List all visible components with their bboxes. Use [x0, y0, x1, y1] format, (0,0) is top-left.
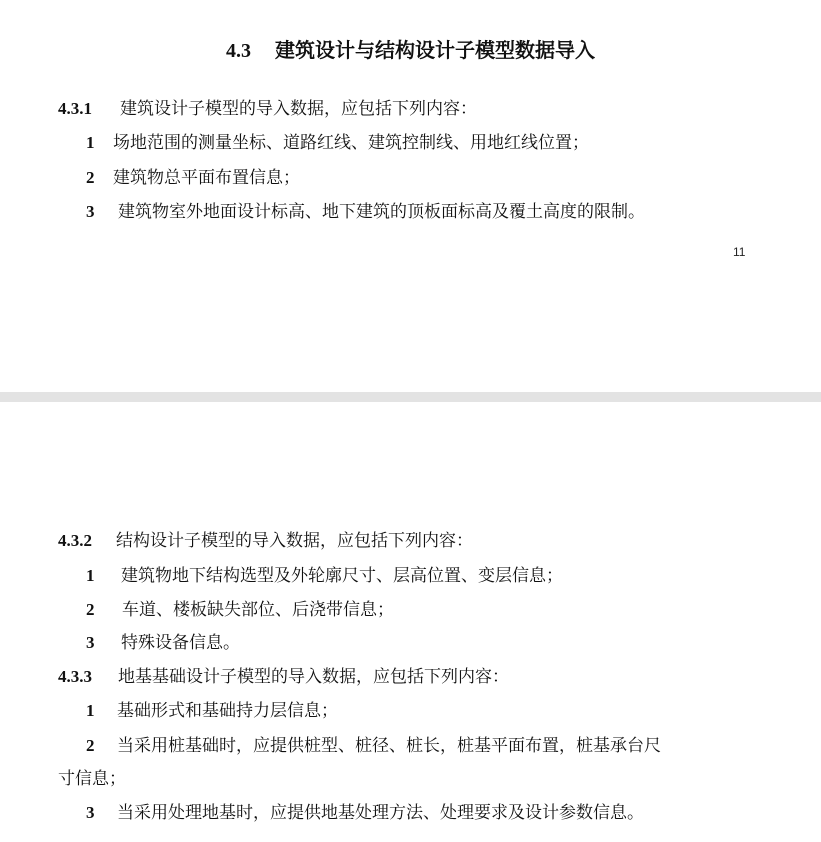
item-number: 1: [86, 566, 95, 585]
item-text: 车道、楼板缺失部位、后浇带信息；: [122, 600, 394, 619]
clause-text: 地基基础设计子模型的导入数据，应包括下列内容：: [118, 667, 509, 686]
section-heading: [0, 34, 821, 63]
item-text-continuation: 寸信息；: [58, 769, 126, 788]
clause-number: 4.3.1: [58, 99, 92, 118]
clause-432-item-1: [86, 561, 563, 586]
item-number: 3: [86, 803, 95, 822]
clause-431-item-2: [86, 163, 300, 188]
clause-433-item-2-continuation: [58, 764, 126, 789]
clause-433: [58, 662, 509, 687]
clause-431-item-1: [86, 128, 589, 153]
item-number: 1: [86, 133, 95, 152]
item-text: 当采用处理地基时，应提供地基处理方法、处理要求及设计参数信息。: [117, 803, 644, 822]
clause-433-item-2: [86, 731, 661, 756]
item-number: 3: [86, 202, 95, 221]
document-page-1: [0, 0, 821, 392]
clause-number: 4.3.3: [58, 667, 92, 686]
page-number: 11: [733, 245, 746, 259]
item-text: 基础形式和基础持力层信息；: [117, 701, 338, 720]
item-text: 当采用桩基础时，应提供桩型、桩径、桩长，桩基平面布置，桩基承台尺: [117, 736, 661, 755]
clause-431: [58, 94, 477, 119]
clause-text: 结构设计子模型的导入数据，应包括下列内容：: [116, 531, 473, 550]
item-number: 2: [86, 736, 95, 755]
item-number: 1: [86, 701, 95, 720]
item-text: 特殊设备信息。: [121, 633, 240, 652]
clause-431-item-3: [86, 197, 645, 222]
clause-432-item-3: [86, 628, 240, 653]
item-number: 2: [86, 168, 95, 187]
clause-number: 4.3.2: [58, 531, 92, 550]
clause-432-item-2: [86, 595, 394, 620]
section-number: 4.3: [226, 40, 251, 62]
page-separator: [0, 392, 821, 402]
item-number: 2: [86, 600, 95, 619]
clause-text: 建筑设计子模型的导入数据，应包括下列内容：: [120, 99, 477, 118]
item-text: 建筑物室外地面设计标高、地下建筑的顶板面标高及覆土高度的限制。: [118, 202, 645, 221]
item-text: 建筑物总平面布置信息；: [113, 168, 300, 187]
document-page-2: [0, 402, 821, 842]
item-text: 场地范围的测量坐标、道路红线、建筑控制线、用地红线位置；: [113, 133, 589, 152]
clause-432: [58, 526, 473, 551]
clause-433-item-3: [86, 798, 644, 823]
item-number: 3: [86, 633, 95, 652]
clause-433-item-1: [86, 696, 338, 721]
section-title: 建筑设计与结构设计子模型数据导入: [275, 40, 595, 62]
item-text: 建筑物地下结构选型及外轮廓尺寸、层高位置、变层信息；: [121, 566, 563, 585]
